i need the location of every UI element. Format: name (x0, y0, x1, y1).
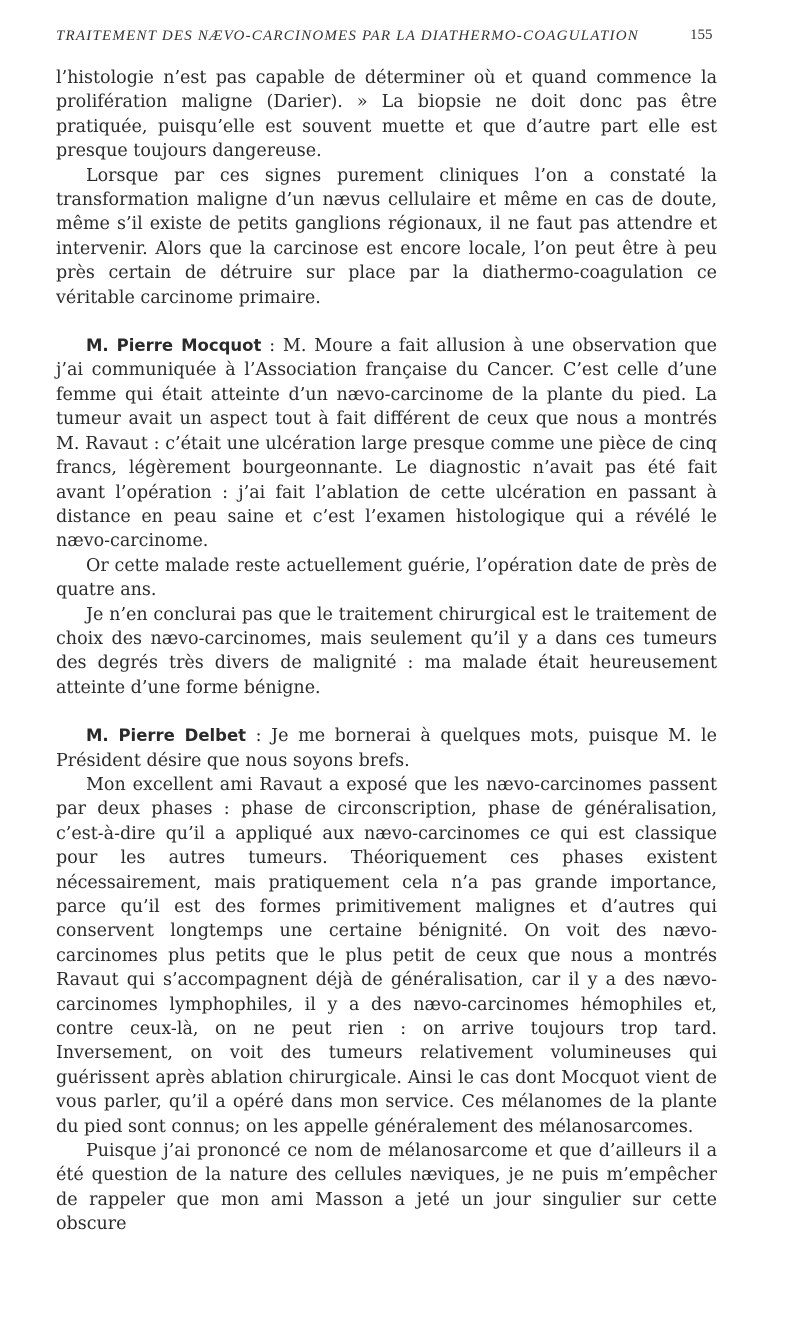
paragraph-mocquot (56, 334, 717, 554)
paragraph-text: : M. Moure a fait allusion à une observation que j’ai communiquée à l’Association française du Cancer. C’est celle d’une femme qui était atteinte d’un nævo-carcinome de la plante du pied. La tumeur avait un aspect tout à fait différent de ceux que nous a montrés M. Ravaut : c’était une ulcération large presque comme une pièce de cinq francs, légèrement bourgeonnante. Le diagnostic n’avait pas été fait avant l’opération : j’ai fait l’ablation de cette ulcération en passant à distance en peau saine et c’est l’examen histologique qui a révélé le nævo-carcinome. (56, 336, 717, 552)
paragraph-8: Puisque j’ai prononcé ce nom de mélanosarcome et que d’ailleurs il a été question de la nature des cellules næviques, je ne puis m’empêcher de rappeler que mon ami Masson a jeté un jour singulier sur cette obscure (56, 1141, 717, 1235)
running-header: TRAITEMENT DES NÆVO-CARCINOMES PAR LA DIATHERMO-COAGULATION (56, 28, 639, 44)
paragraph-7: Mon excellent ami Ravaut a exposé que les nævo-carcinomes passent par deux phases : phase de circonscription, phase de généralisation, c’est-à-dire qu’il a appliqué aux nævo-carcinomes ce qui est classique pour les autres tumeurs. Théoriquement ces phases existent nécessairement, mais pratiquement cela n’a pas grande importance, parce qu’il est des formes primitivement malignes et d’autres qui conservent longtemps une certaine bénignité. On voit des nævo-carcinomes plus petits que le plus petit de ceux que nous a montrés Ravaut qui s’accompagnent déjà de généralisation, car il y a des nævo-carcinomes lymphophiles, il y a des nævo-carcinomes hémophiles et, contre ceux-là, on ne peut rien : on arrive toujours trop tard. Inversement, on voit des tumeurs relativement volumineuses qui guérissent après ablation chirurgicale. Ainsi le cas dont Mocquot vient de vous parler, qu’il a opéré dans mon service. Ces mélanomes de la plante du pied sont connus; on les appelle généralement des mélanosarcomes. (56, 774, 717, 1137)
paragraph-4: Or cette malade reste actuellement guérie, l’opération date de près de quatre ans. (56, 555, 717, 601)
body-text (56, 66, 717, 1237)
speaker-name: M. Pierre Mocquot (86, 336, 262, 356)
page-number: 155 (690, 27, 713, 43)
paragraph-text: : Je me bornerai à quelques mots, puisque M. le Président désire que nous soyons brefs. (56, 726, 718, 771)
paragraph-2: Lorsque par ces signes purement cliniques l’on a constaté la transformation maligne d’un nævus cellulaire et même en cas de doute, même s’il existe de petits ganglions régionaux, il ne faut pas attendre et intervenir. Alors que la carcinose est encore locale, l’on peut être à peu près certain de détruire sur place par la diathermo-coagulation ce véritable carcinome primaire. (56, 165, 717, 308)
paragraph-1: l’histologie n’est pas capable de déterminer où et quand commence la prolifération maligne (Darier). » La biopsie ne doit donc pas être pratiquée, puisqu’elle est souvent muette et que d’autre part elle est presque toujours dangereuse. (56, 68, 717, 162)
speaker-name: M. Pierre Delbet (86, 726, 247, 746)
paragraph-delbet (56, 724, 717, 773)
paragraph-5: Je n’en conclurai pas que le traitement chirurgical est le traitement de choix des nævo-carcinomes, mais seulement qu’il y a dans ces tumeurs des degrés très divers de malignité : ma malade était heureusement atteinte d’une forme bénigne. (56, 604, 717, 698)
